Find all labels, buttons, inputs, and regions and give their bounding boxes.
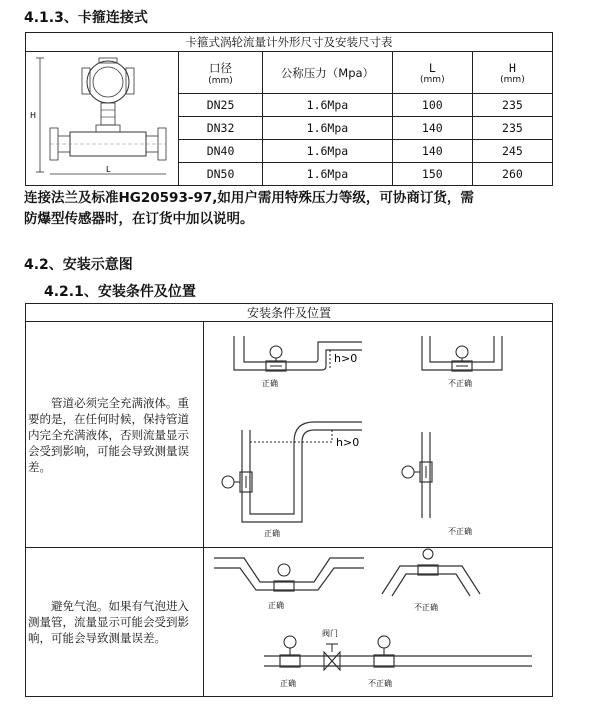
header-h (472, 52, 552, 94)
h-label-middle: h>0 (336, 436, 360, 449)
dimension-table-title: 卡箍式涡轮流量计外形尺寸及安装尺寸表 (26, 33, 553, 52)
full-pipe-diagram (204, 322, 552, 544)
cell-l: 100 (392, 94, 472, 117)
dimension-table (25, 32, 553, 186)
flowmeter-drawing-cell (26, 52, 179, 186)
valve-label: 阀门 (322, 629, 338, 638)
header-h-label: H (508, 60, 516, 75)
header-l (392, 52, 472, 94)
flange-note-line-1: 连接法兰及标准HG20593-97,如用户需用特殊压力等级，可协商订货，需 (24, 190, 474, 206)
label-incorrect-1: 不正确 (448, 379, 472, 388)
cell-dn: DN50 (179, 163, 263, 186)
cell-l: 150 (392, 163, 472, 186)
header-dn (179, 52, 263, 94)
cell-h: 245 (472, 140, 552, 163)
label-correct-1: 正确 (262, 379, 278, 388)
full-pipe-diagrams (204, 322, 553, 548)
h-label-top: h>0 (334, 352, 358, 365)
label-correct-3: 正确 (268, 601, 284, 610)
cell-dn: DN32 (179, 117, 263, 140)
label-correct-2: 正确 (264, 529, 280, 538)
flange-note-line-2: 防爆型传感器时，在订货中加以说明。 (24, 211, 254, 227)
bubble-note: 避免气泡。如果有气泡进入测量管，流量显示可能会受到影响，可能会导致测量误差。 (26, 548, 204, 697)
label-incorrect-4: 不正确 (368, 679, 392, 688)
drawing-h-label: H (30, 111, 37, 120)
header-h-unit: (mm) (500, 74, 525, 85)
cell-h: 235 (472, 94, 552, 117)
header-l-label: L (428, 60, 436, 75)
label-incorrect-3: 不正确 (414, 603, 438, 612)
label-correct-4: 正确 (280, 679, 296, 688)
flowmeter-outline-drawing (26, 52, 178, 182)
bubble-diagrams (204, 548, 553, 697)
flange-note-paragraph (24, 188, 569, 230)
cell-pressure: 1.6Mpa (263, 94, 393, 117)
cell-h: 235 (472, 117, 552, 140)
header-pressure: 公称压力（Mpa） (263, 52, 393, 94)
cell-l: 140 (392, 140, 472, 163)
cell-h: 260 (472, 163, 552, 186)
cell-pressure: 1.6Mpa (263, 140, 393, 163)
section-heading-4-2: 4.2、安装示意图 (24, 257, 133, 273)
section-heading-4-1-3: 4.1.3、卡箍连接式 (24, 10, 148, 26)
cell-l: 140 (392, 117, 472, 140)
cell-dn: DN40 (179, 140, 263, 163)
cell-dn: DN25 (179, 94, 263, 117)
full-pipe-note: 管道必须完全充满液体。重要的是，在任何时候，保持管道内完全充满液体，否则流量显示会受到影响，可能会导致测量误差。 (26, 322, 204, 548)
installation-table (25, 303, 553, 697)
header-dn-label: 口径 (209, 60, 233, 75)
header-dn-unit: (mm) (208, 75, 233, 86)
section-heading-4-2-1: 4.2.1、安装条件及位置 (44, 284, 196, 300)
label-incorrect-2: 不正确 (448, 527, 472, 536)
bubble-avoidance-diagram (204, 548, 552, 693)
cell-pressure: 1.6Mpa (263, 117, 393, 140)
installation-table-title: 安装条件及位置 (26, 304, 553, 322)
drawing-l-label: L (106, 165, 111, 174)
header-l-unit: (mm) (420, 74, 445, 85)
cell-pressure: 1.6Mpa (263, 163, 393, 186)
